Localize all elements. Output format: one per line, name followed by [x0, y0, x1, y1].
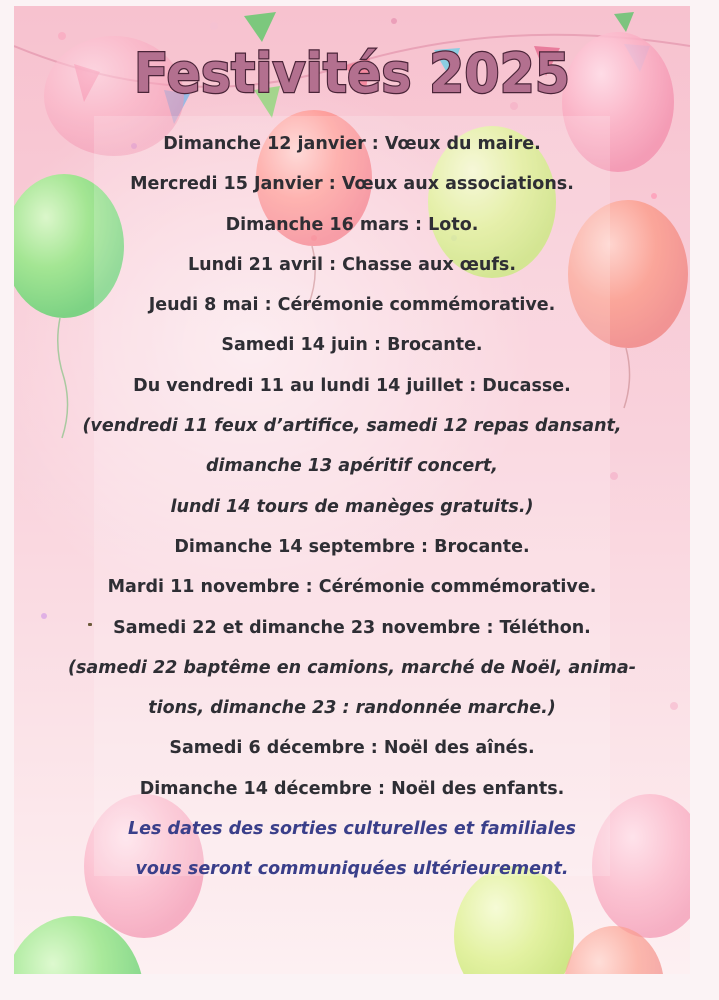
event-line: Dimanche 14 septembre : Brocante. [174, 536, 530, 557]
note-line: vous seront communiquées ultérieurement. [135, 859, 569, 880]
note-line: Les dates des sorties culturelles et familiales [128, 819, 576, 840]
event-line: Jeudi 8 mai : Cérémonie commémorative. [148, 295, 556, 316]
page-title: Festivités 2025 [134, 42, 570, 104]
event-line: Lundi 21 avril : Chasse aux œufs. [188, 254, 516, 275]
event-line: Samedi 6 décembre : Noël des aînés. [169, 738, 535, 759]
event-line: Samedi 22 et dimanche 23 novembre : Téléthon. [113, 617, 591, 638]
event-line: Mardi 11 novembre : Cérémonie commémorative. [107, 577, 597, 598]
event-detail-line: (samedi 22 baptême en camions, marché de Noël, anima- [68, 657, 636, 678]
scan-speck [88, 623, 92, 626]
event-detail-line: dimanche 13 apéritif concert, [206, 456, 498, 477]
event-line: Du vendredi 11 au lundi 14 juillet : Ducasse. [133, 375, 571, 396]
event-line: Mercredi 15 Janvier : Vœux aux associations. [130, 174, 574, 195]
event-list [14, 124, 690, 890]
event-detail-line: lundi 14 tours de manèges gratuits.) [170, 496, 534, 517]
event-line: Dimanche 12 janvier : Vœux du maire. [163, 134, 541, 154]
pennant [614, 12, 634, 32]
event-detail-line: (vendredi 11 feux d’artifice, samedi 12 repas dansant, [82, 416, 622, 437]
flyer-sheet [14, 6, 690, 974]
event-line: Dimanche 16 mars : Loto. [225, 214, 479, 235]
event-line: Samedi 14 juin : Brocante. [221, 335, 483, 356]
title-banner [14, 34, 690, 104]
event-detail-line: tions, dimanche 23 : randonnée marche.) [148, 698, 556, 719]
event-line: Dimanche 14 décembre : Noël des enfants. [139, 778, 565, 799]
